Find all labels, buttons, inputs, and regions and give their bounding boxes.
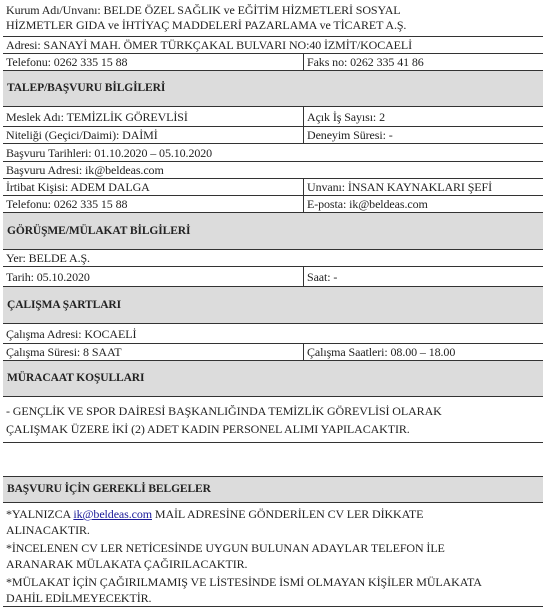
trial-period: Deneyim Süresi: -	[303, 127, 543, 143]
institution-phone: Telefonu: 0262 335 15 88	[6, 55, 128, 69]
application-dates: Başvuru Tarihleri: 01.10.2020 – 05.10.2020	[6, 146, 213, 160]
institution-fax: Faks no: 0262 335 41 86	[303, 54, 543, 70]
application-email-link[interactable]: ik@beldeas.com	[73, 507, 152, 521]
documents-item1-line1: *YALNIZCA ik@beldeas.com MAİL ADRESİNE GÖNDERİLEN CV LER DİKKATE	[6, 507, 424, 521]
working-heading: ÇALIŞMA ŞARTLARI	[7, 298, 121, 311]
documents-section-header	[3, 477, 543, 503]
documents-item3-line1: *MÜLAKAT İÇİN ÇAĞIRILMAMIŞ VE LİSTESİNDE İSMİ OLMAYAN KİŞİLER MÜLAKATA	[6, 575, 482, 589]
institution-address: Adresi: SANAYİ MAH. ÖMER TÜRKÇAKAL BULVARI NO:40 İZMİT/KOCAELİ	[6, 38, 413, 52]
working-hours: Çalışma Saatleri: 08.00 – 18.00	[303, 344, 543, 360]
working-duration-row	[3, 344, 543, 361]
institution-name-row	[3, 1, 543, 37]
working-section-header	[3, 287, 543, 324]
interview-date: Tarih: 05.10.2020	[6, 270, 90, 284]
contact-phone: Telefonu: 0262 335 15 88	[6, 197, 128, 211]
profession-row	[3, 107, 543, 127]
conditions-section-header	[3, 361, 543, 397]
documents-item3-line2: DAHİL EDİLMEYECEKTİR.	[6, 591, 152, 605]
contact-phone-row	[3, 196, 543, 213]
interview-place: Yer: BELDE A.Ş.	[6, 251, 90, 265]
nature-row	[3, 127, 543, 144]
institution-name-line1: Kurum Adı/Unvanı: BELDE ÖZEL SAĞLIK ve EĞİTİM HİZMETLERİ SOSYAL	[6, 3, 401, 17]
documents-list	[3, 503, 543, 607]
documents-item2-line2: ARANARAK MÜLAKATA ÇAĞIRILACAKTIR.	[6, 557, 248, 571]
application-dates-row	[3, 144, 543, 162]
contact-title: Unvanı: İNSAN KAYNAKLARI ŞEFİ	[303, 179, 543, 195]
documents-item2-line1: *İNCELENEN CV LER NETİCESİNDE UYGUN BULUNAN ADAYLAR TELEFON İLE	[6, 541, 445, 555]
profession: Meslek Adı: TEMİZLİK GÖREVLİSİ	[6, 110, 188, 124]
interview-heading: GÖRÜŞME/MÜLAKAT BİLGİLERİ	[7, 224, 191, 237]
documents-item1-line2: ALINACAKTIR.	[6, 523, 90, 537]
contact-person-row	[3, 179, 543, 196]
job-posting-document	[3, 1, 543, 609]
application-address: Başvuru Adresi: ik@beldeas.com	[6, 163, 164, 177]
interview-section-header	[3, 213, 543, 250]
institution-address-row	[3, 37, 543, 54]
conditions-heading: MÜRACAAT KOŞULLARI	[7, 372, 145, 384]
application-heading: TALEP/BAŞVURU BİLGİLERİ	[7, 82, 166, 94]
blank-spacer-row	[3, 443, 543, 477]
open-positions: Açık İş Sayısı: 2	[303, 107, 543, 126]
contact-person: İrtibat Kişisi: ADEM DALGA	[6, 180, 150, 194]
application-address-row	[3, 162, 543, 179]
institution-contact-row	[3, 54, 543, 71]
conditions-line1: - GENÇLİK VE SPOR DAİRESİ BAŞKANLIĞINDA TEMİZLİK GÖREVLİSİ OLARAK	[6, 404, 442, 418]
documents-heading: BAŞVURU İÇİN GEREKLİ BELGELER	[7, 483, 211, 495]
contact-email: E-posta: ik@beldeas.com	[303, 196, 543, 212]
working-duration: Çalışma Süresi: 8 SAAT	[6, 345, 122, 359]
interview-place-row	[3, 250, 543, 267]
job-nature: Niteliği (Geçici/Daimi): DAİMİ	[6, 128, 158, 142]
application-section-header	[3, 71, 543, 107]
conditions-line2: ÇALIŞMAK ÜZERE İKİ (2) ADET KADIN PERSONEL ALIMI YAPILACAKTIR.	[6, 422, 410, 436]
interview-datetime-row	[3, 267, 543, 287]
working-address-row	[3, 324, 543, 344]
institution-name-line2: HİZMETLER GIDA ve İHTİYAÇ MADDELERİ PAZARLAMA ve TİCARET A.Ş.	[6, 18, 407, 32]
working-address: Çalışma Adresi: KOCAELİ	[6, 327, 137, 341]
interview-time: Saat: -	[303, 267, 543, 286]
conditions-body	[3, 397, 543, 443]
